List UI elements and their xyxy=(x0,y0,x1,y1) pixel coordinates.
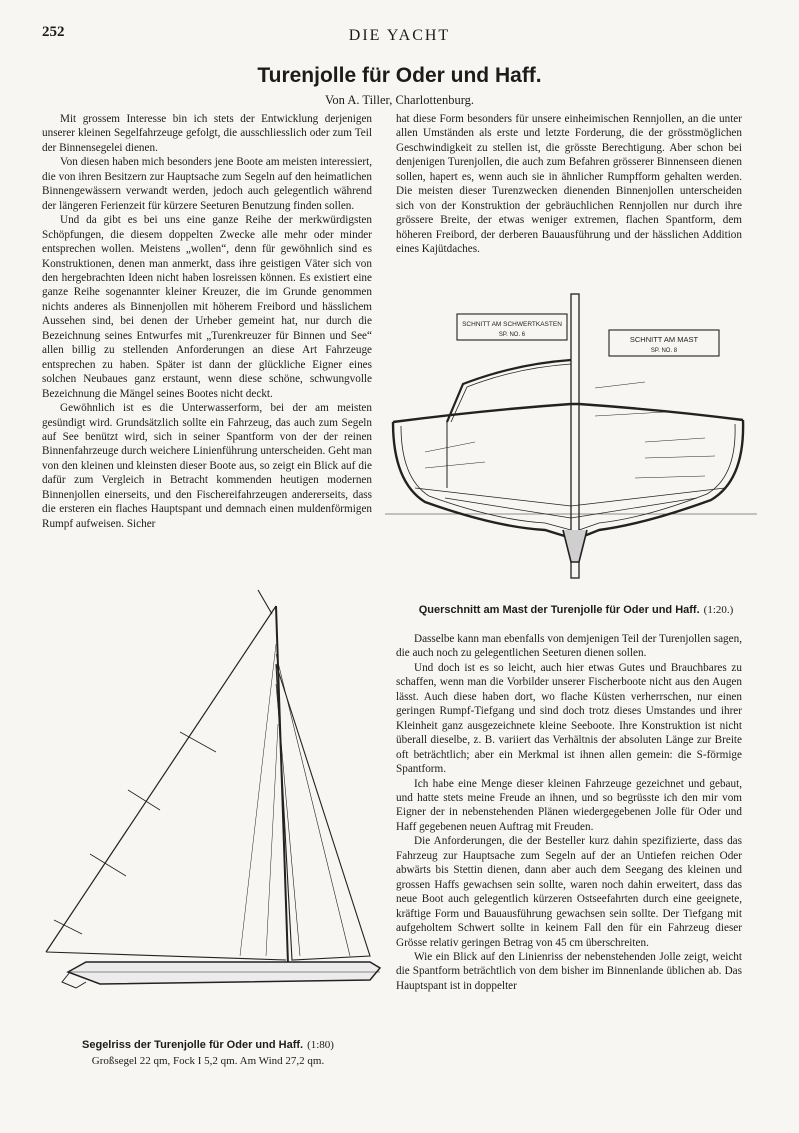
cross-section-caption xyxy=(396,600,756,618)
caption-main: Segelriss der Turenjolle für Oder und Haff. xyxy=(82,1039,304,1051)
cross-section-figure xyxy=(385,292,757,597)
paragraph: Die Anforderungen, die der Besteller kurz dahin spezifizierte, dass das Fahrzeug zur Hauptsache zum Segeln auf der an Untiefen reichen Oder abwärts bis Stettin dienen, dann aber auch dem Seegang des kleinen und grossen Haffs gewachsen sein sollte, waren noch dahin erweitert, dass das neue Boot auch gelegentlich kürzeren Ostseefahrten durch eine geeignete, kräftige Form und Bauausführung gewachsen sein sollte. Der Tiefgang mit aufgeholtem Schwert sollte in keinem Fall den für ein Fahrzeug dieser Grösse relativ geringen Betrag von 45 cm überschreiten. xyxy=(396,835,742,949)
mainsail-leech xyxy=(46,606,276,952)
label-section-left: SCHNITT AM SCHWERTKASTEN xyxy=(462,321,562,328)
label-section-right-sub: SP. NO. 8 xyxy=(650,348,678,354)
hull xyxy=(68,962,380,984)
sail-plan-caption xyxy=(58,1035,358,1067)
label-section-right: SCHNITT AM MAST xyxy=(629,335,699,344)
paragraph: Und doch ist es so leicht, auch hier etwas Gutes und Brauchbares zu schaffen, wenn man die Vorbilder unserer Fischerboote nicht aus den Augen lässt. Auch diese haben dort, wo flache Küsten verherrschen, nur einen geringen Rumpf-Tiefgang und sind doch trotz dieses Umstandes und ihrer Kleinheit ganz ausgezeichnete kleine Seeboote. Ihre Konstruktion ist nicht überall dieselbe, z. B. variiert das Verhältnis der absoluten Länge zur Breite oft beträchtlich; aber ein Merkmal ist ihnen allen gemein: die S-förmige Spantform. xyxy=(396,661,742,776)
caption-scale: (1:20.) xyxy=(703,604,734,616)
page-number: 252 xyxy=(42,24,65,40)
article-title: Turenjolle für Oder und Haff. xyxy=(257,64,542,87)
paragraph: Gewöhnlich ist es die Unterwasserform, bei der am meisten gesündigt wird. Grundsätzlich sollte ein Fahrzeug, das auch zum Segeln auf See benützt wird, sich in seiner Spantform von der der reinen Binnenfahrzeuge durch weichere Linienführung unterscheiden. Geht man von den kleinen und kleinsten dieser Boote aus, so zeigt ein Blick auf die dafür zum Vergleich in Betracht kommenden heutigen modernen Binnenjollen einerseits, und den Fischereifahrzeugen andererseits, dass die ersteren ein flaches Hauptspant und demnach einen muldenförmigen Rumpf aufweisen. Sicher xyxy=(42,402,372,530)
right-column-bottom xyxy=(396,632,742,993)
paragraph: Mit grossem Interesse bin ich stets der Entwicklung derjenigen unserer kleinen Segelfahrzeuge gefolgt, die ausschliesslich oder zum Teil der Binnensegelei dienen. xyxy=(42,113,372,154)
running-title: DIE YACHT xyxy=(348,27,451,44)
jib xyxy=(276,664,370,960)
article-byline: Von A. Tiller, Charlottenburg. xyxy=(324,93,475,107)
hull-right xyxy=(579,420,743,538)
keel xyxy=(563,530,587,562)
paragraph: Von diesen haben mich besonders jene Boote am meisten interessiert, die von ihren Besitzern zur Hauptsache zum Segeln auf den heimatlichen Binnengewässern verwandt werden, jedoch auch gelegentlich während der längeren Ferienzeit für kürzere Seeturen Benutzung finden sollen. xyxy=(42,156,372,212)
paragraph: hat diese Form besonders für unsere einheimischen Rennjollen, an die unter allen Umständen als erste und letzte Forderung, die der grösstmöglichen Geschwindigkeit zu stellen ist, die grösste Berechtigung. Aber schon bei denjenigen Turenjollen, die auch zum Befahren grösserer Binnenseen dienen sollen, hapert es, wenn auch sie in ähnlicher Rumpfform gehalten werden. Die meisten dieser Turenzwecken dienenden Binnenjollen unterscheiden sich von der Konstruktion der gebräuchlichen Rennjollen nur durch ihre grössere Breite, der etwas weniger extremen, flachen Spantform, dem höheren Freibord, der derberen Bauausführung und der hässlichen Addition eines Kajütdaches. xyxy=(396,113,742,256)
left-column xyxy=(42,112,372,531)
paragraph: Ich habe eine Menge dieser kleinen Fahrzeuge gezeichnet und gebaut, und hatte stets meine Freude an ihnen, und so begrüsste ich den mir vom Eigner der in nebenstehenden Plänen wiedergegebenen Jolle für Oder und Haff gegebenen neuen Auftrag mit Freuden. xyxy=(396,777,742,833)
caption-main: Querschnitt am Mast der Turenjolle für Oder und Haff. xyxy=(418,604,700,616)
paragraph: Dasselbe kann man ebenfalls von demjenigen Teil der Turenjollen sagen, die auch noch zu gelegentlichen Seeturen dienen sollen. xyxy=(396,633,742,660)
boom xyxy=(46,952,286,960)
caption-scale: (1:80) xyxy=(307,1039,334,1051)
caption-detail: Großsegel 22 qm, Fock I 5,2 qm. Am Wind 27,2 qm. xyxy=(91,1055,325,1067)
label-section-left-sub: SP. NO. 6 xyxy=(498,332,526,338)
sail-plan-figure xyxy=(40,584,390,1032)
paragraph: Und da gibt es bei uns eine ganze Reihe der merkwürdigsten Schöpfungen, die diesem doppelten Zwecke alle mehr oder minder entsprechen wollen. Meistens „wollen“, denn für gewöhnlich sind es Konstruktionen, denen man anmerkt, dass ihre geistigen Väter sich von den hergebrachten Ideen nicht haben losreissen können. Es existiert eine ganze Reihe sogenannter kleiner Kreuzer, die im Grunde genommen nichts anderes als Binnenjollen mit höherem Freibord und hässlichem Aussehen sind, bei denen der Urheber gemeint hat, nur durch die Bezeichnung seines Entwurfes mit „Turenkreuzer für Binnen und See“ allen billig zu stellenden Anforderungen an diese Art Fahrzeuge entsprechen zu haben. Später ist dann der glückliche Eigner eines solchen Neubaues ganz erstaunt, wenn diese schöne, schwungvolle Bezeichnung die Mängel seines Bootes nicht deckt. xyxy=(42,214,372,400)
deck-line xyxy=(393,404,743,422)
right-column-top xyxy=(396,112,742,257)
paragraph: Wie ein Blick auf den Linienriss der nebenstehenden Jolle zeigt, weicht die Spantform beträchtlich von dem bisher im Binnenlande üblichen ab. Das Hauptspant ist in doppelter xyxy=(396,950,742,992)
hull-left xyxy=(393,422,571,538)
